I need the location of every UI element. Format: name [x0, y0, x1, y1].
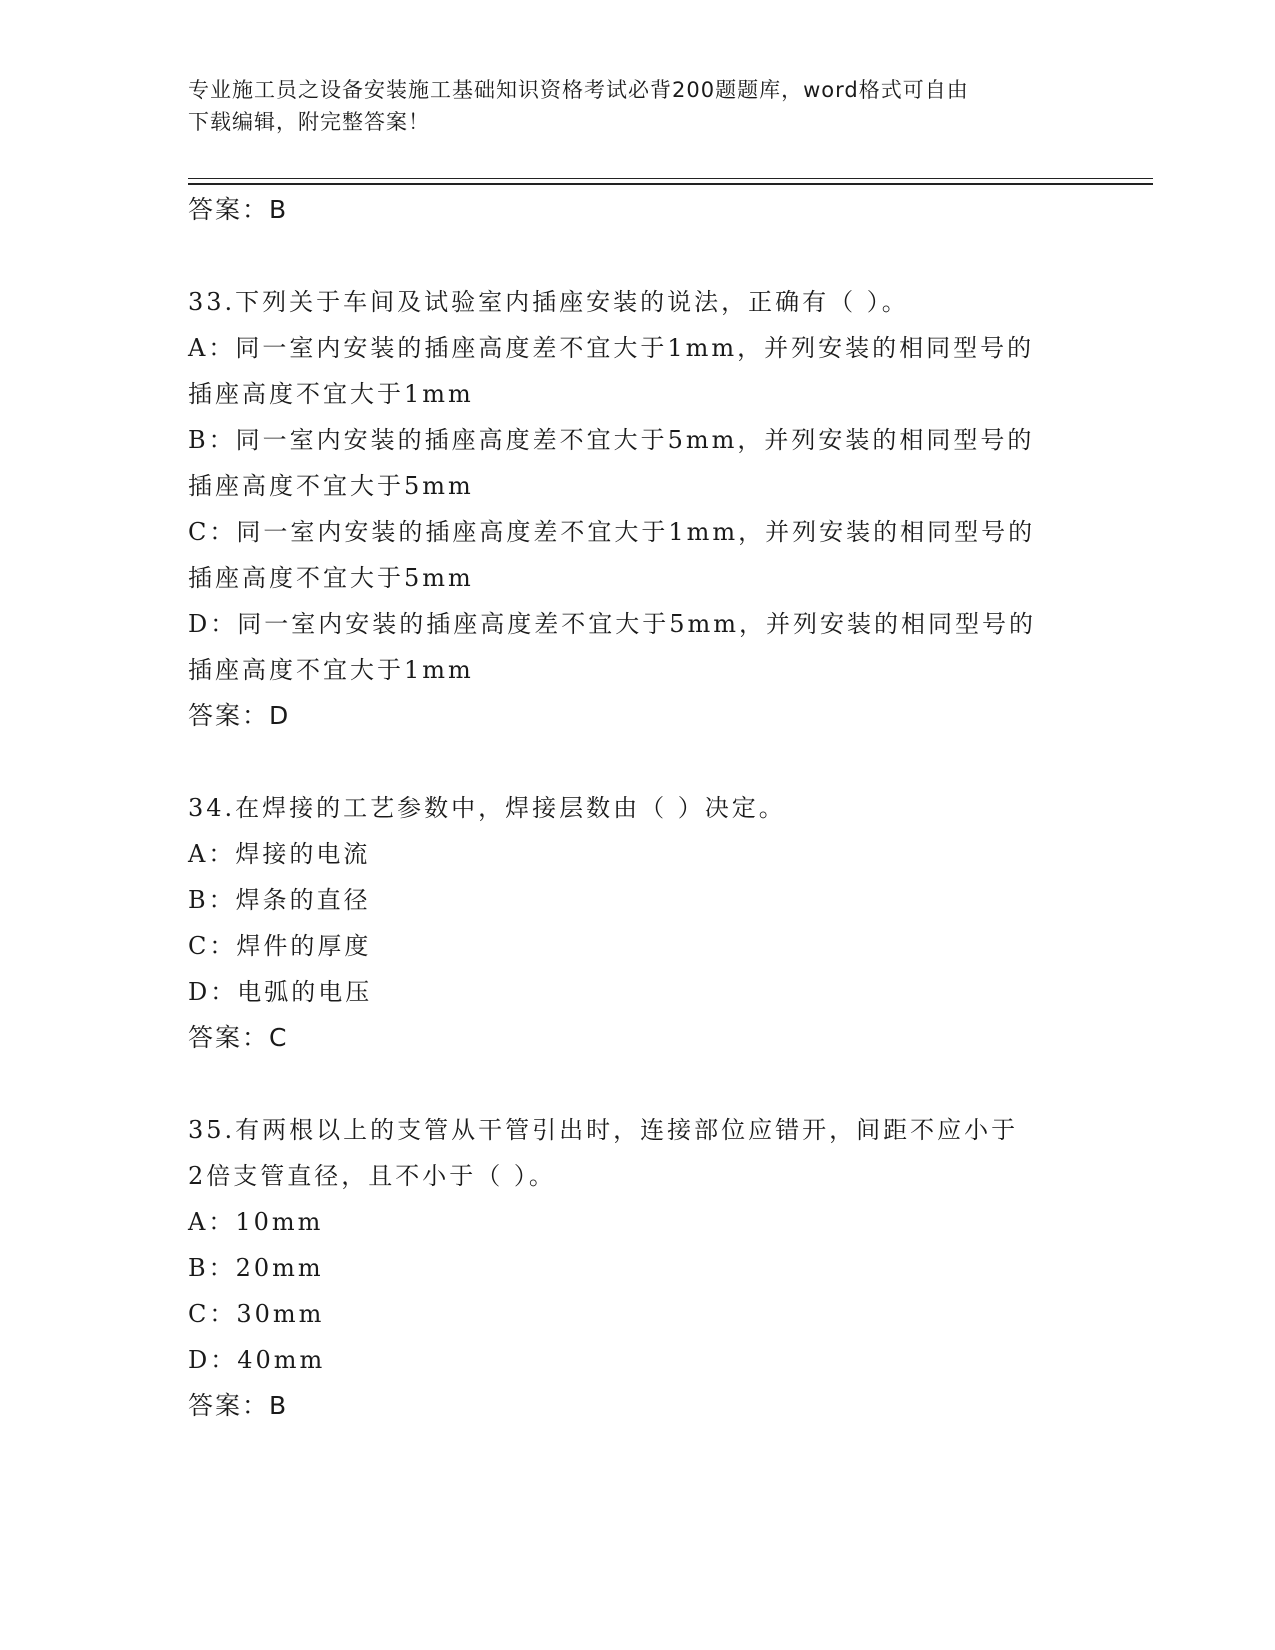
option-c: C：同一室内安装的插座高度差不宜大于1mm，并列安装的相同型号的	[188, 518, 1036, 546]
question-stem: 34.在焊接的工艺参数中，焊接层数由（ ）决定。	[188, 794, 786, 822]
question-stem: 35.有两根以上的支管从干管引出时，连接部位应错开，间距不应小于	[188, 1116, 1019, 1144]
previous-answer: 答案：B	[188, 195, 289, 224]
option-b: B：同一室内安装的插座高度差不宜大于5mm，并列安装的相同型号的	[188, 426, 1035, 454]
document-header	[188, 74, 1068, 138]
option-c: C：30mm	[188, 1300, 325, 1328]
spacer	[188, 1061, 1088, 1107]
question-block-34	[188, 785, 1088, 1061]
option-a-continued: 插座高度不宜大于1mm	[188, 380, 474, 408]
option-a: A：10mm	[188, 1208, 324, 1236]
option-d-continued: 插座高度不宜大于1mm	[188, 656, 474, 684]
question-stem-continued: 2倍支管直径，且不小于（ ）。	[188, 1162, 556, 1190]
option-d: D：同一室内安装的插座高度差不宜大于5mm，并列安装的相同型号的	[188, 610, 1037, 638]
question-answer: 答案：C	[188, 1023, 289, 1052]
spacer	[188, 233, 1088, 279]
question-block-33	[188, 279, 1088, 739]
option-b-continued: 插座高度不宜大于5mm	[188, 472, 474, 500]
option-a: A：同一室内安装的插座高度差不宜大于1mm，并列安装的相同型号的	[188, 334, 1035, 362]
option-b: B：焊条的直径	[188, 886, 371, 914]
header-line-2: 下载编辑，附完整答案！	[188, 110, 430, 134]
option-a: A：焊接的电流	[188, 840, 371, 868]
option-d: D：电弧的电压	[188, 978, 373, 1006]
option-b: B：20mm	[188, 1254, 324, 1282]
header-divider-thin	[188, 178, 1153, 179]
spacer	[188, 739, 1088, 785]
question-answer: 答案：D	[188, 701, 291, 730]
header-divider-thick	[188, 183, 1153, 185]
option-d: D：40mm	[188, 1346, 326, 1374]
option-c-continued: 插座高度不宜大于5mm	[188, 564, 474, 592]
header-line-1: 专业施工员之设备安装施工基础知识资格考试必背200题题库，word格式可自由	[188, 78, 969, 102]
question-block-35	[188, 1107, 1088, 1429]
question-stem: 33.下列关于车间及试验室内插座安装的说法，正确有（ ）。	[188, 288, 909, 316]
question-answer: 答案：B	[188, 1391, 289, 1420]
question-content	[188, 187, 1088, 1429]
option-c: C：焊件的厚度	[188, 932, 372, 960]
